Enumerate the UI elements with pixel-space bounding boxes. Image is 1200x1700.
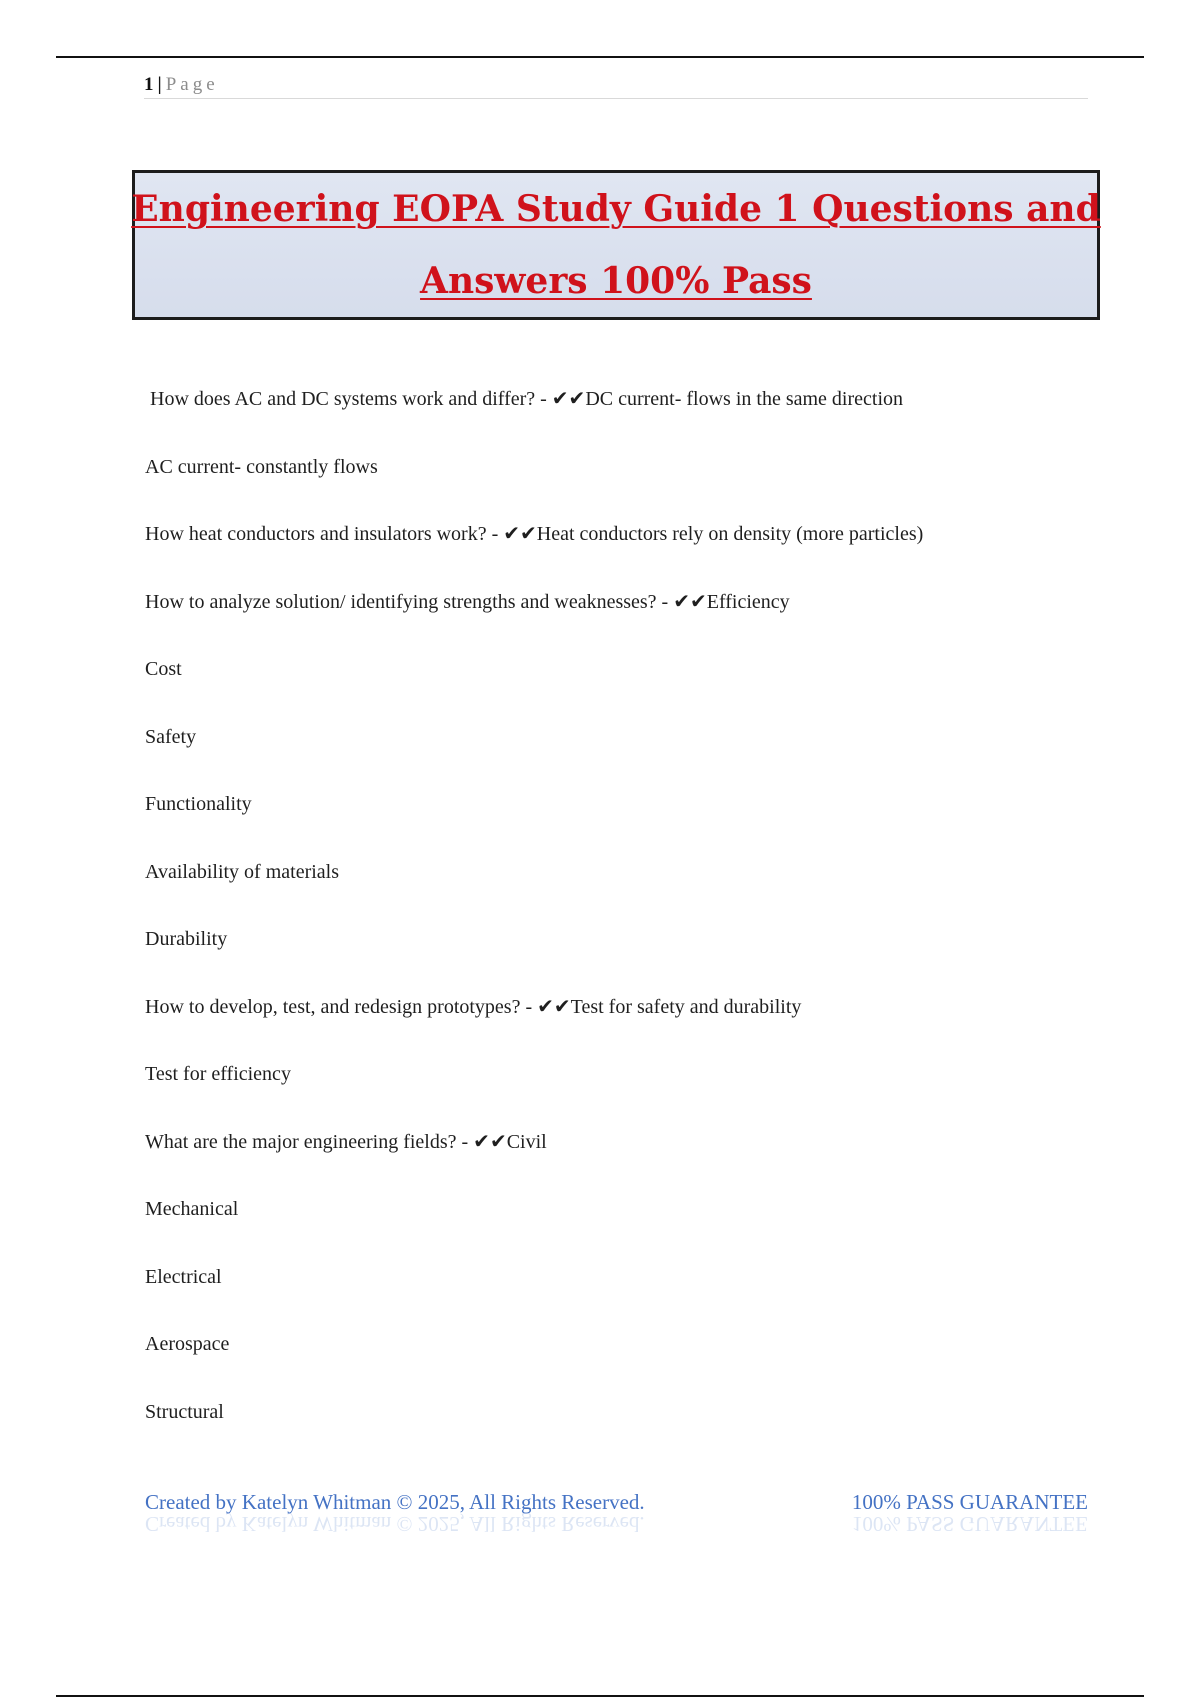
- answer-line: AC current- constantly flows: [145, 455, 378, 478]
- question-ac-dc: How does AC and DC systems work and differ? - ✔✔DC current- flows in the same direction: [150, 388, 903, 410]
- answer-line: Aerospace: [145, 1333, 230, 1355]
- answer-line: Cost: [145, 658, 182, 680]
- answer-line: Test for efficiency: [145, 1063, 291, 1085]
- answer-line: Durability: [145, 928, 228, 950]
- page-header: [144, 72, 1088, 99]
- footer-copyright-reflection: Created by Katelyn Whitman © 2025, All Rights Reserved.: [145, 1512, 645, 1536]
- document-title-line-1: Engineering EOPA Study Guide 1 Questions and: [131, 188, 1101, 230]
- question-prototypes: How to develop, test, and redesign prototypes? - ✔✔Test for safety and durability: [145, 995, 802, 1018]
- answer-line: Safety: [145, 725, 197, 748]
- question-engineering-fields: What are the major engineering fields? - ✔✔Civil: [145, 1130, 547, 1153]
- page-number: 1: [144, 74, 154, 95]
- bottom-rule: [56, 1695, 1144, 1697]
- question-heat-conductors: How heat conductors and insulators work? - ✔✔Heat conductors rely on density (more particles): [145, 523, 924, 545]
- page-separator: |: [157, 74, 162, 95]
- answer-line: Availability of materials: [145, 860, 340, 883]
- answer-line: Structural: [145, 1400, 224, 1423]
- question-analyze-solution: How to analyze solution/ identifying strengths and weaknesses? - ✔✔Efficiency: [145, 590, 790, 613]
- answer-line: Mechanical: [145, 1198, 239, 1220]
- answer-line: Functionality: [145, 793, 252, 815]
- document-title-line-2: Answers 100% Pass: [420, 260, 812, 302]
- top-rule: [56, 56, 1144, 58]
- page-label: Page: [165, 74, 219, 95]
- document-title-box: [132, 170, 1100, 320]
- footer-guarantee: 100% PASS GUARANTEE: [851, 1490, 1088, 1514]
- answer-line: Electrical: [145, 1265, 222, 1288]
- footer-copyright: Created by Katelyn Whitman © 2025, All Rights Reserved.: [145, 1490, 645, 1514]
- footer-guarantee-reflection: 100% PASS GUARANTEE: [851, 1512, 1088, 1536]
- qa-list: [145, 385, 1105, 1465]
